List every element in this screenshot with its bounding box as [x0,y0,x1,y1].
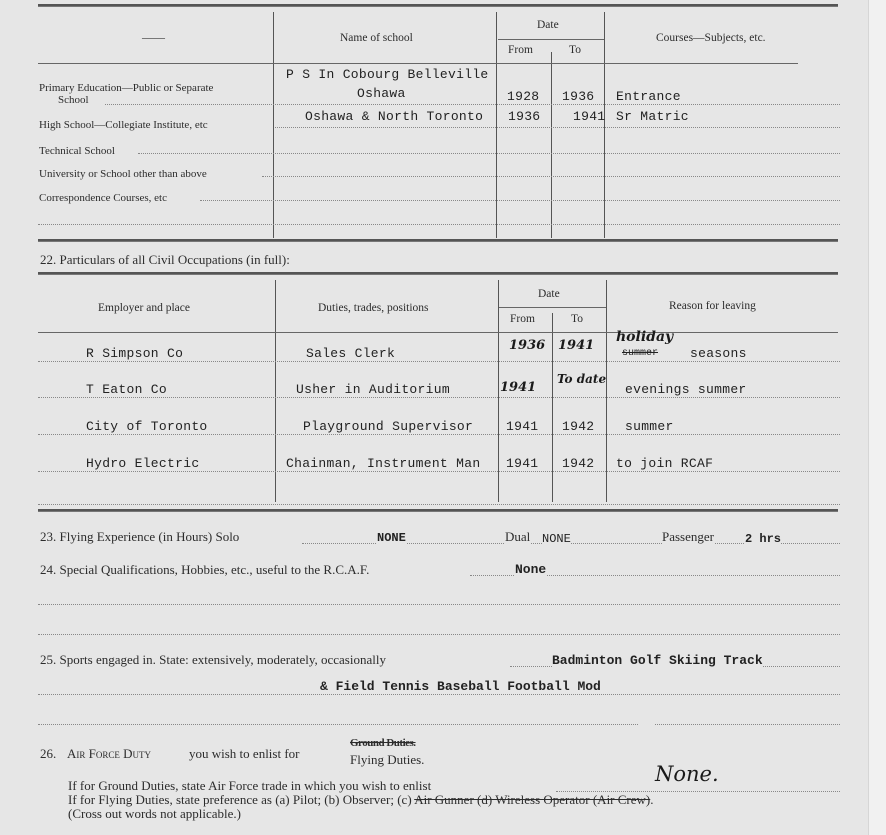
dotted-line [655,724,840,725]
table-top-rule [38,272,838,275]
col-divider [604,12,605,238]
dotted-line [200,200,840,201]
duties-1: Sales Clerk [306,346,396,361]
q26-flying-text: If for Flying Duties, state preference as (a) Pilot; (b) Observer; (c) [68,792,412,807]
primary-courses: Entrance [616,89,681,104]
from-4: 1941 [506,456,539,471]
employer-3: City of Toronto [86,419,208,434]
q23-passenger-value: 2 hrs [745,532,782,546]
reason-1: seasons [690,346,747,361]
q26-option-flying: Flying Duties. [350,752,425,767]
dotted-line [138,153,840,154]
q26-flying-struck: Air Gunner (d) Wireless Operator (Air Crew) [414,792,651,807]
reason-3: summer [625,419,674,434]
dotted-line [38,224,840,225]
q23-solo-value: NONE [377,531,406,545]
q23-dual-label: Dual [505,529,531,544]
col-header-from: From [508,44,533,56]
col-divider [498,280,499,502]
row-label-university: University or School other than above [39,168,207,180]
q23-label: 23. Flying Experience (in Hours) Solo [40,529,240,544]
q23-dual-value: NONE [542,532,571,546]
col-header-to: To [571,313,583,325]
dotted-line [38,361,840,362]
col-divider [275,280,276,502]
reason-2: evenings summer [625,382,747,397]
q26-label: you wish to enlist for [189,746,300,761]
dotted-line [38,471,840,472]
from-2: 1941 [500,380,537,395]
col-divider [273,12,274,238]
school-name-primary-2: Oshawa [357,86,406,101]
col-header-reason: Reason for leaving [669,300,756,312]
dotted-line [38,504,840,505]
school-name-primary: P S In Cobourg Belleville [286,67,489,82]
col-divider [552,313,553,502]
high-courses: Sr Matric [616,109,689,124]
dotted-line [275,127,840,128]
q25-sports-line2: & Field Tennis Baseball Football Mod [320,679,601,694]
header-rule [38,63,798,64]
q25-sports-line1: Badminton Golf Skiing Track [552,653,763,668]
q26-label-smallcaps: Air Force Duty [67,746,152,761]
col-header-employer: Employer and place [98,302,190,314]
employer-2: T Eaton Co [86,382,168,397]
col-header-blank: —— [142,32,165,44]
col-header-duties: Duties, trades, positions [318,302,429,314]
to-2: To date [557,372,607,386]
to-3: 1942 [562,419,595,434]
primary-to: 1936 [562,89,595,104]
employer-4: Hydro Electric [86,456,200,471]
school-name-high: Oshawa & North Toronto [305,109,484,124]
dotted-line [262,176,840,177]
row-label-correspondence: Correspondence Courses, etc [39,192,167,204]
from-3: 1941 [506,419,539,434]
q26-note: (Cross out words not applicable.) [68,806,241,821]
table-top-rule [38,4,838,7]
to-1: 1941 [558,338,595,353]
row-label-high-school: High School—Collegiate Institute, etc [39,119,208,131]
row-label-technical: Technical School [39,145,115,157]
reason-1-handwritten: holiday [616,329,674,345]
reason-4: to join RCAF [616,456,714,471]
row-label-primary: Primary Education—Public or Separate [39,82,214,94]
col-header-date: Date [537,19,559,31]
q25-label: 25. Sports engaged in. State: extensively, moderately, occasionally [40,652,386,667]
high-to: 1941 [573,109,606,124]
q24-value: None [515,562,547,577]
dotted-line [38,604,840,605]
reason-1-struck: summer [622,348,659,359]
to-4: 1942 [562,456,595,471]
date-underline [498,39,604,40]
q26-flying-end: . [650,792,654,807]
date-underline [499,307,606,308]
q26-number: 26. [40,746,57,761]
col-divider [551,52,552,238]
section-22-title: 22. Particulars of all Civil Occupations (in full): [40,252,290,267]
employer-1: R Simpson Co [86,346,184,361]
col-header-from: From [510,313,535,325]
row-label-primary-2: School [58,94,89,106]
q26-ground-value-handwritten: None. [655,762,719,786]
duties-3: Playground Supervisor [303,419,474,434]
dotted-line [38,724,638,725]
q26-option-ground-struck: Ground Duties. [350,737,416,749]
dotted-line [105,104,840,105]
table-bottom-rule [38,509,838,512]
col-header-school-name: Name of school [340,32,413,44]
col-header-date: Date [538,288,560,300]
duties-2: Usher in Auditorium [296,382,450,397]
high-from: 1936 [508,109,541,124]
dotted-line [38,434,840,435]
header-rule [38,332,838,333]
dotted-line [38,694,840,695]
from-1: 1936 [509,338,546,353]
q23-passenger-label: Passenger [662,529,714,544]
col-header-to: To [569,44,581,56]
col-divider [496,12,497,238]
col-header-courses: Courses—Subjects, etc. [656,32,766,44]
primary-from: 1928 [507,89,540,104]
dotted-line [38,397,840,398]
q24-label: 24. Special Qualifications, Hobbies, etc., useful to the R.C.A.F. [40,562,370,577]
table-bottom-rule [38,239,838,242]
q26-ground-line: If for Ground Duties, state Air Force trade in which you wish to enlist [68,778,432,793]
col-divider [606,280,607,502]
dotted-line [38,634,840,635]
duties-4: Chainman, Instrument Man [286,456,481,471]
page-edge [868,0,886,835]
